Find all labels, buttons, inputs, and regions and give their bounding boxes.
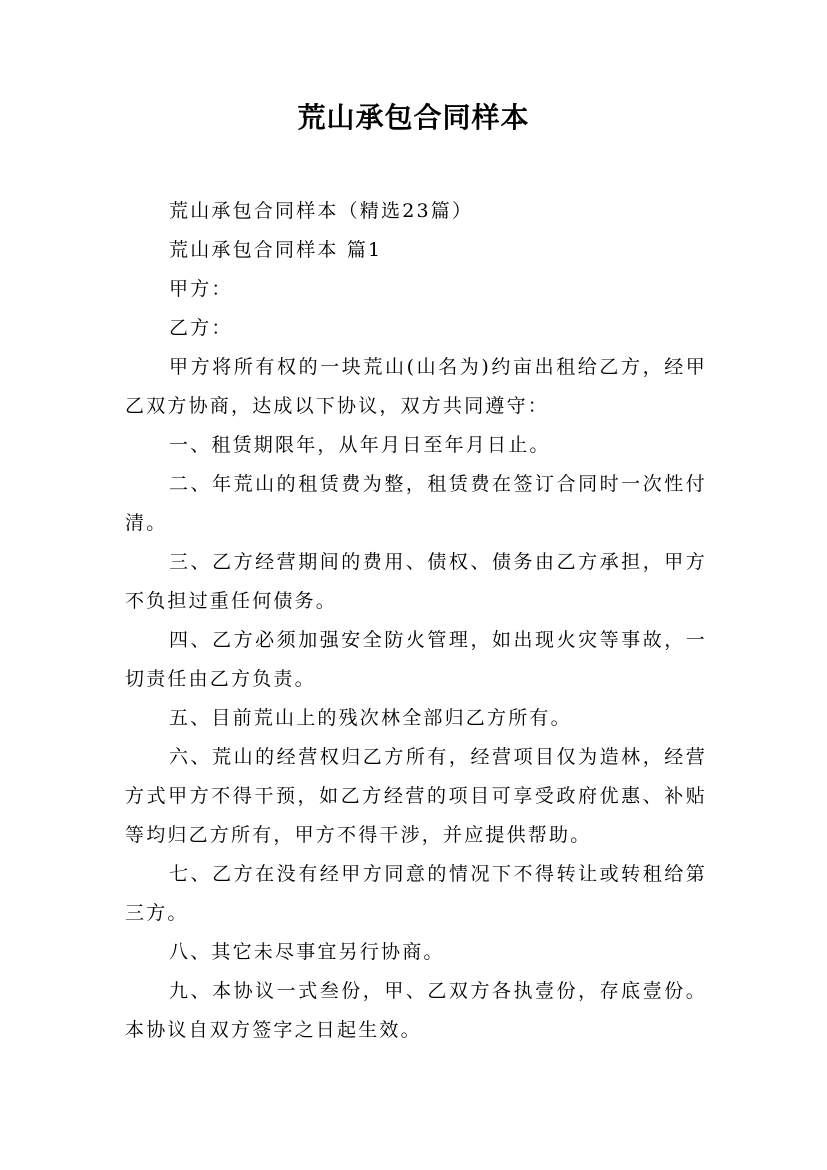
clause-9: 九、本协议一式叁份，甲、乙双方各执壹份，存底壹份。本协议自双方签字之日起生效。 bbox=[125, 980, 707, 1041]
paragraph-intro: 甲方将所有权的一块荒山(山名为)约亩出租给乙方，经甲乙双方协商，达成以下协议，双方共同遵守： bbox=[125, 356, 707, 417]
paragraph-party-b: 乙方： bbox=[169, 317, 233, 339]
clause-6: 六、荒山的经营权归乙方所有，经营项目仅为造林，经营方式甲方不得干预，如乙方经营的项目可享受政府优惠、补贴等均归乙方所有，甲方不得干涉，并应提供帮助。 bbox=[125, 746, 707, 846]
clause-1: 一、租赁期限年，从年月日至年月日止。 bbox=[169, 434, 551, 456]
paragraph-party-a: 甲方： bbox=[169, 278, 233, 300]
clause-8: 八、其它未尽事宜另行协商。 bbox=[169, 941, 445, 963]
paragraph-subtitle: 荒山承包合同样本（精选23篇） bbox=[169, 200, 474, 222]
clause-7: 七、乙方在没有经甲方同意的情况下不得转让或转租给第三方。 bbox=[125, 863, 707, 924]
document-body bbox=[125, 192, 707, 1050]
document-title: 荒山承包合同样本 bbox=[297, 101, 530, 134]
clause-5: 五、目前荒山上的残次林全部归乙方所有。 bbox=[169, 707, 572, 729]
clause-2: 二、年荒山的租赁费为整，租赁费在签订合同时一次性付清。 bbox=[125, 473, 707, 534]
clause-4: 四、乙方必须加强安全防火管理，如出现火灾等事故，一切责任由乙方负责。 bbox=[125, 629, 707, 690]
clause-3: 三、乙方经营期间的费用、债权、债务由乙方承担，甲方不负担过重任何债务。 bbox=[125, 551, 707, 612]
paragraph-section-heading: 荒山承包合同样本 篇1 bbox=[169, 239, 383, 261]
